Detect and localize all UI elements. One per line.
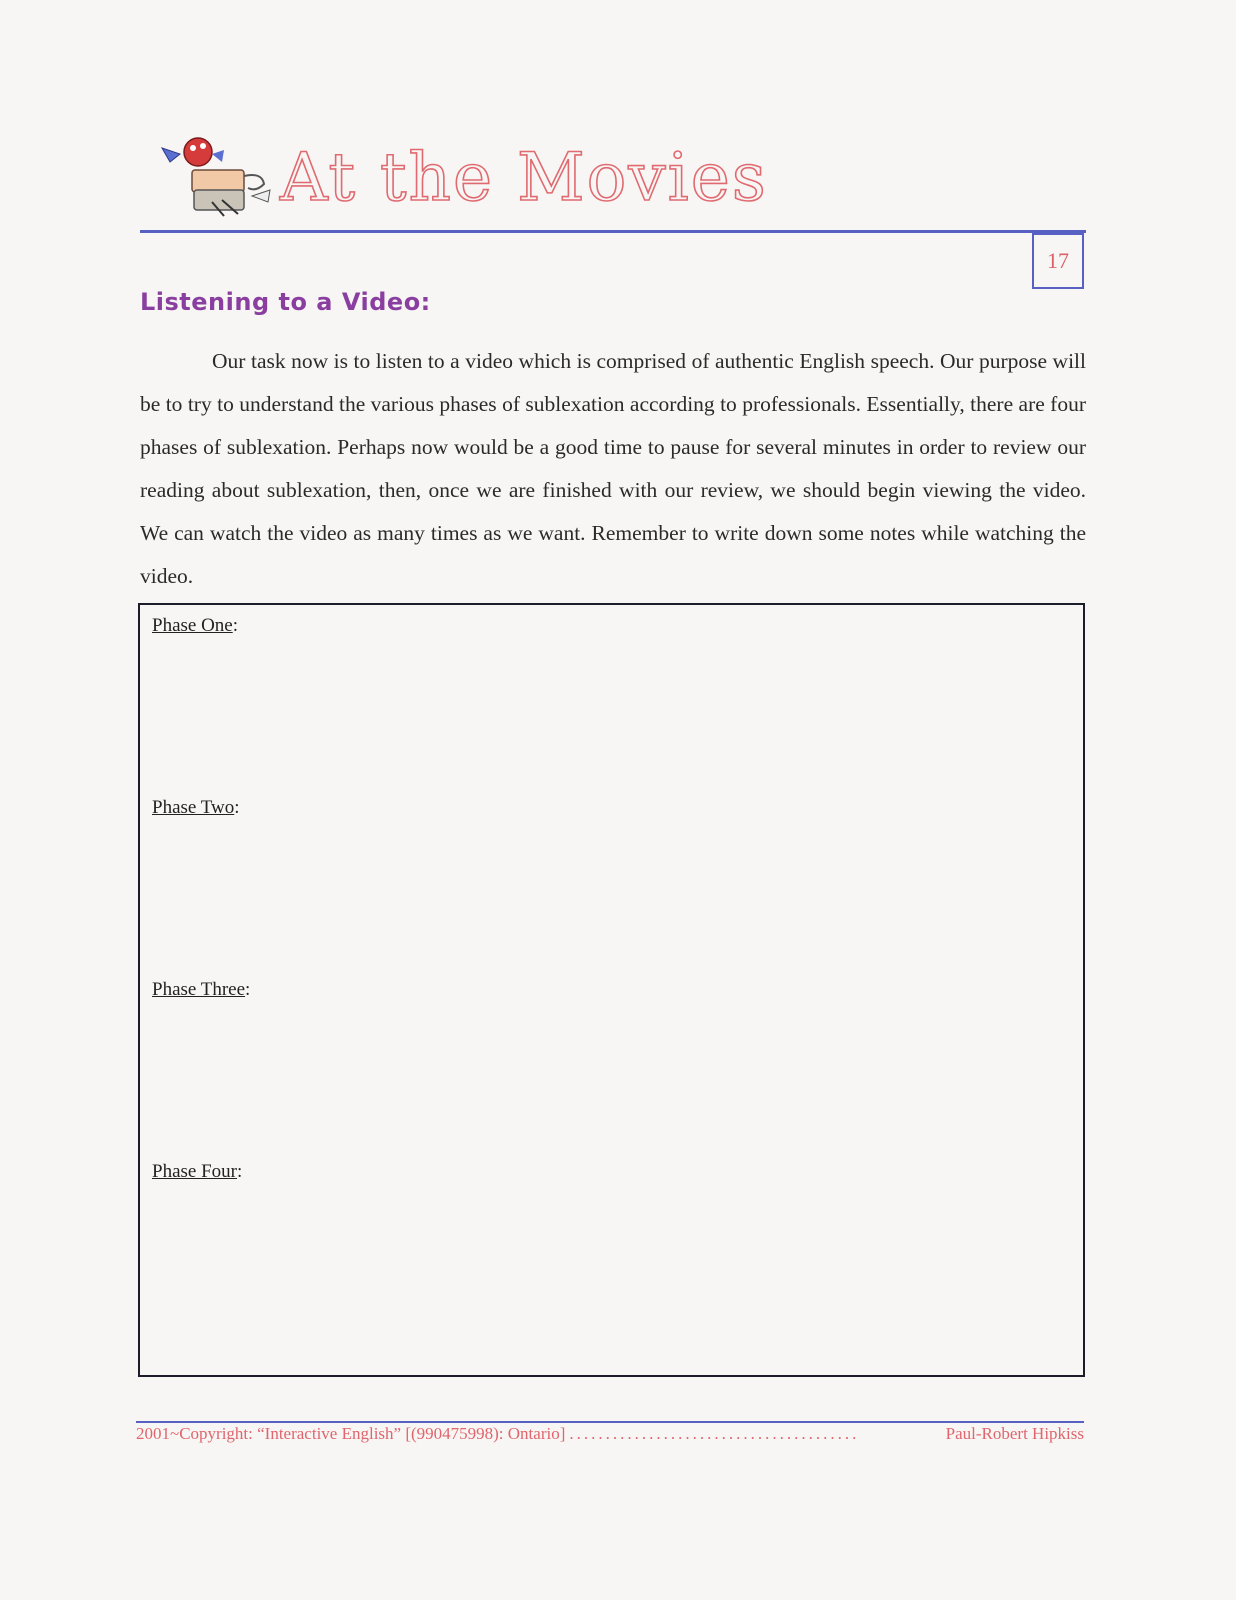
phase-three-field [152, 979, 250, 1001]
notes-box [138, 603, 1085, 1377]
phase-four-colon: : [236, 1161, 243, 1182]
phase-three-colon: : [245, 979, 251, 1000]
phase-four-label: Phase Four [152, 1161, 237, 1182]
footer-leader-dots: ........................................ [569, 1424, 860, 1443]
movie-reel-clipart-icon [152, 132, 277, 218]
phase-four-field [152, 1161, 242, 1183]
header-divider [140, 230, 1086, 233]
page-footer [136, 1424, 1084, 1444]
phase-two-field [152, 797, 240, 819]
copyright-text: 2001~Copyright: “Interactive English” [(990475998): Ontario] [136, 1424, 566, 1443]
phase-one-label: Phase One [152, 615, 233, 636]
phase-one-field [152, 615, 238, 637]
page-number-badge: 17 [1032, 233, 1084, 289]
section-heading: Listening to a Video: [140, 288, 431, 316]
phase-three-label: Phase Three [152, 979, 246, 1000]
phase-two-colon: : [234, 797, 240, 818]
phase-two-label: Phase Two [152, 797, 235, 818]
page-title: At the Movies [280, 139, 768, 216]
instructions-paragraph: Our task now is to listen to a video which is comprised of authentic English speech. Our purpose will be to try to understand the various phases of sublexation according to professionals. Essentially, there are four phases of sublexation. Perhaps now would be a good time to pause for several minutes in order to review our reading about sublexation, then, once we are finished with our review, we should begin viewing the video. We can watch the video as many times as we want. Remember to write down some notes while watching the video. [140, 349, 1086, 588]
footer-divider [136, 1421, 1084, 1423]
phase-one-colon: : [232, 615, 239, 636]
author-name: Paul-Robert Hipkiss [945, 1424, 1084, 1443]
page-header [140, 128, 1086, 232]
